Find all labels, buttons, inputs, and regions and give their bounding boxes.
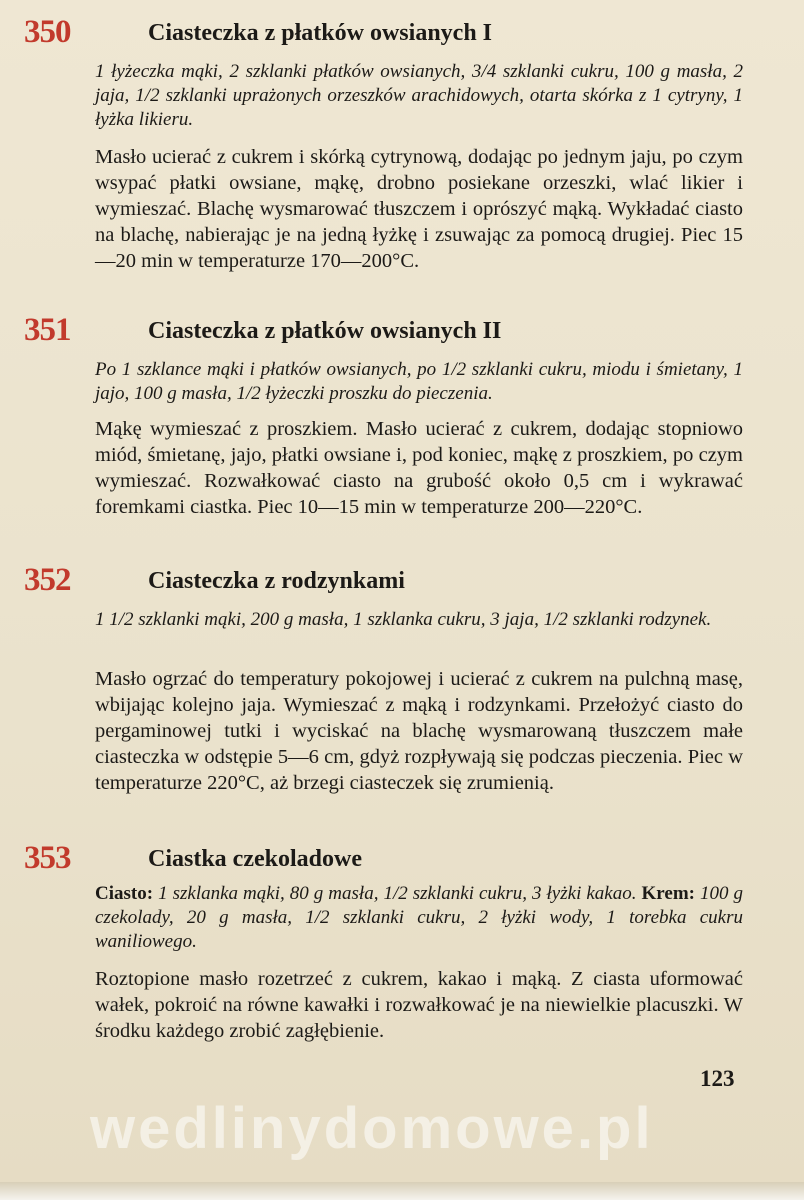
recipe-ingredients: Po 1 szklance mąki i płatków owsianych, po 1/2 szklanki cukru, miodu i śmietany, 1 jajo, 100 g masła, 1/2 łyżeczki proszku do pieczenia. bbox=[95, 359, 743, 404]
recipe-title: Ciasteczka z rodzynkami bbox=[148, 568, 405, 594]
watermark: wedlinydomowe.pl bbox=[90, 1096, 654, 1161]
recipe-number: 352 bbox=[24, 562, 71, 598]
page-number: 123 bbox=[700, 1066, 735, 1091]
dough-ingredients: 1 szklanka mąki, 80 g masła, 1/2 szklanki cukru, 3 łyżki kakao. bbox=[158, 883, 637, 904]
recipe-title: Ciasteczka z płatków owsianych I bbox=[148, 20, 493, 46]
recipe-ingredients: 1 łyżeczka mąki, 2 szklanki płatków owsianych, 3/4 szklanki cukru, 100 g masła, 2 jaja, 1/2 szklanki uprażonych orzeszków arachidowych, otarta skórka z 1 cytryny, 1 łyżka likieru. bbox=[95, 61, 743, 130]
recipe-ingredients bbox=[95, 882, 743, 954]
recipe-title: Ciastka czekoladowe bbox=[148, 846, 362, 872]
recipe-title: Ciasteczka z płatków owsianych II bbox=[148, 318, 502, 344]
recipe-number: 353 bbox=[24, 840, 71, 876]
recipe-number: 351 bbox=[24, 312, 71, 348]
page-bottom-edge bbox=[0, 1182, 804, 1200]
cream-ingredients: 100 g czekolady, 20 g masła, 1/2 szklanki cukru, 2 łyżki wody, 1 torebka cukru waniliowego. bbox=[95, 883, 744, 952]
recipe-method: Roztopione masło rozetrzeć z cukrem, kakao i mąką. Z ciasta uformować wałek, pokroić na równe kawałki i rozwałkować je na niewielkie placuszki. W środku każdego zrobić zagłębienie. bbox=[95, 968, 743, 1042]
cream-label: Krem: bbox=[641, 883, 695, 904]
dough-label: Ciasto: bbox=[95, 883, 154, 904]
recipe-ingredients: 1 1/2 szklanki mąki, 200 g masła, 1 szklanka cukru, 3 jaja, 1/2 szklanki rodzynek. bbox=[95, 609, 712, 630]
recipe-method: Masło ogrzać do temperatury pokojowej i ucierać z cukrem na pulchną masę, wbijając kolejno jaja. Wymieszać z mąką i rodzynkami. Przełożyć ciasto do pergaminowej tutki i wyciskać na blachę wysmarowaną tłuszczem małe ciasteczka w odstępie 5—6 cm, gdyż rozpływają się podczas pieczenia. Piec w temperaturze 220°C, aż brzegi ciasteczek się zrumienią. bbox=[95, 668, 743, 794]
recipe-method: Mąkę wymieszać z proszkiem. Masło ucierać z cukrem, dodając stopniowo miód, śmietanę, jajo, płatki owsiane i, pod koniec, mąkę z proszkiem, po czym wymieszać. Rozwałkować ciasto na grubość około 0,5 cm i wykrawać foremkami ciastka. Piec 10—15 min w temperaturze 200—220°C. bbox=[95, 418, 743, 518]
recipe-method: Masło ucierać z cukrem i skórką cytrynową, dodając po jednym jaju, po czym wsypać płatki owsiane, mąkę, drobno posiekane orzeszki, wlać likier i wymieszać. Blachę wysmarować tłuszczem i oprószyć mąką. Wykładać ciasto na blachę, nabierając je na jedną łyżkę i zsuwając za pomocą drugiej. Piec 15—20 min w temperaturze 170—200°C. bbox=[95, 146, 743, 272]
recipe-number: 350 bbox=[24, 14, 71, 50]
